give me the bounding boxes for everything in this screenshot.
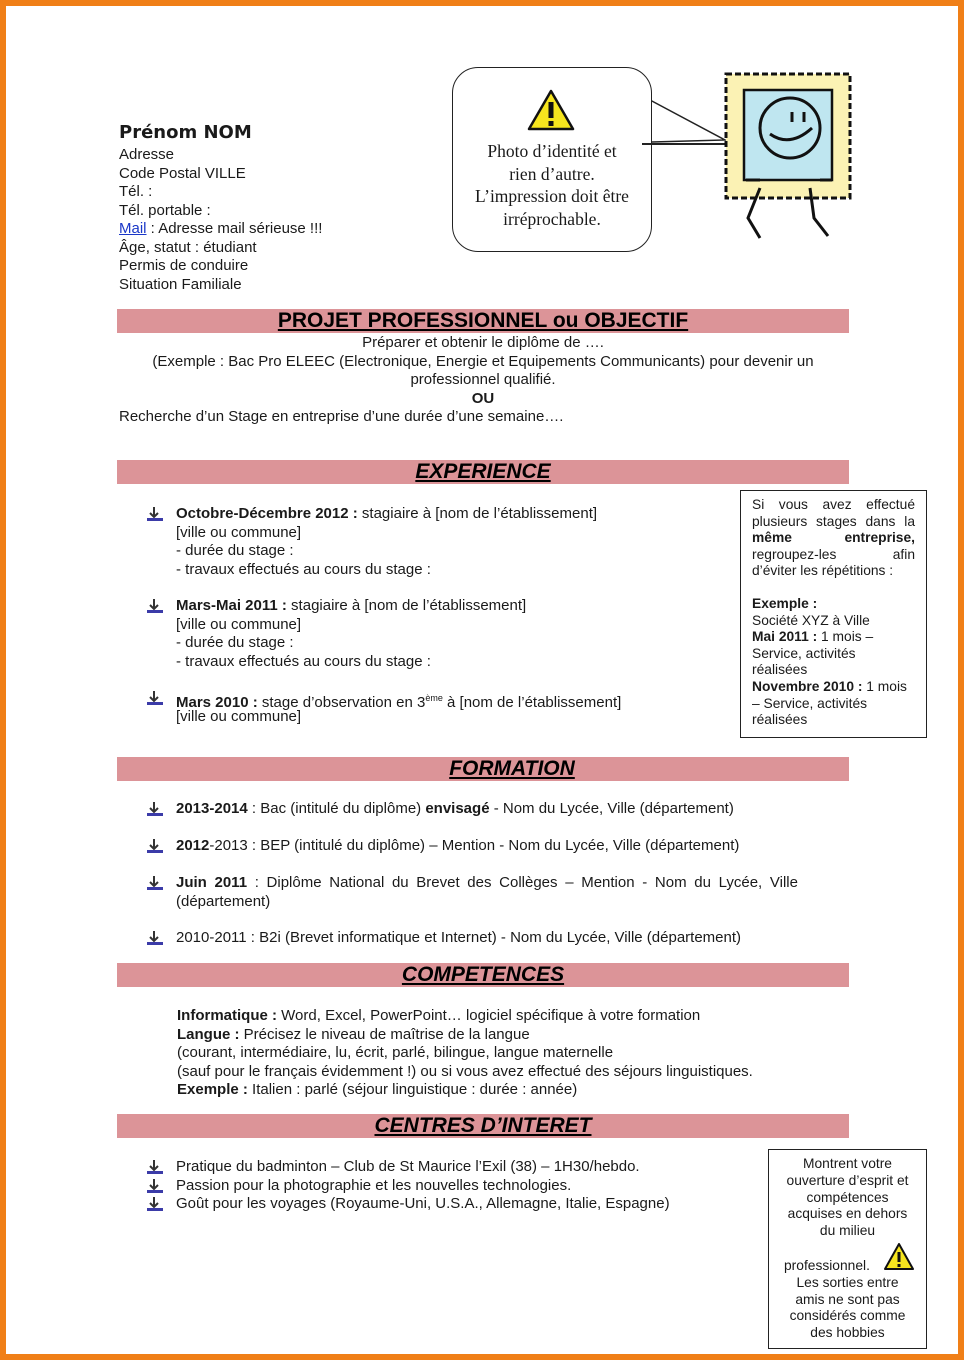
bubble-line: Photo d’identité et	[487, 141, 617, 161]
experience-tasks: - travaux effectués au cours du stage :	[176, 652, 431, 670]
bubble-line: irréprochable.	[503, 208, 601, 229]
section-band-competences	[117, 963, 849, 987]
competence-line: (sauf pour le français évidemment !) ou si vous avez effectué des séjours linguistiques.	[177, 1062, 753, 1080]
tip-line: réalisées	[752, 662, 808, 678]
bubble-line: L’impression doit être	[475, 186, 629, 206]
projet-or: OU	[471, 389, 495, 407]
competence-line	[177, 1026, 753, 1045]
tip-bold: entreprise,	[844, 530, 915, 546]
formation-desc: : Bac (intitulé du diplôme)	[247, 800, 426, 817]
section-band-projet	[117, 309, 849, 333]
tip-text: 1 mois –	[817, 629, 874, 645]
projet-line: professionnel qualifié.	[410, 371, 556, 388]
tip-text: professionnel.	[784, 1257, 870, 1273]
tip-line: d’éviter les répétitions :	[752, 563, 894, 579]
formation-desc: 2010-2011 : B2i (Brevet informatique et Internet) - Nom du Lycée, Ville (département)	[176, 929, 742, 946]
interest-text: Pratique du badminton – Club de St Maurice l’Exil (38) – 1H30/hebdo.	[176, 1158, 640, 1175]
tip-line: plusieurs stages dans la	[752, 513, 915, 529]
license-line: Permis de conduire	[119, 257, 249, 274]
bullet-arrow-icon	[146, 930, 164, 946]
competence-line: (courant, intermédiaire, lu, écrit, parlé, bilingue, langue maternelle	[177, 1044, 614, 1061]
tip-example-label: Exemple :	[752, 595, 818, 611]
competence-line	[177, 1007, 753, 1026]
tip-text: afin	[892, 546, 915, 562]
tip-bold: même	[752, 530, 792, 546]
section-title-formation: FORMATION	[449, 757, 575, 780]
bullet-arrow-icon	[146, 1159, 164, 1175]
bubble-text	[453, 140, 651, 230]
experience-city: [ville ou commune]	[176, 708, 302, 725]
competence-value: Italien : parlé (séjour linguistique : durée : année)	[247, 1081, 578, 1098]
tip-line: réalisées	[752, 712, 808, 728]
experience-tasks: - travaux effectués au cours du stage :	[176, 560, 431, 578]
competence-label: Exemple :	[177, 1081, 248, 1098]
bubble-tail-line	[642, 143, 726, 145]
tip-line: considérés comme	[789, 1308, 906, 1324]
bullet-arrow-icon	[146, 598, 164, 614]
tip-bold: Novembre 2010 :	[752, 678, 863, 694]
tip-line: ouverture d’esprit et	[786, 1172, 909, 1188]
experience-desc: stagiaire à [nom de l’établissement]	[357, 505, 598, 522]
projet-stage-line: Recherche d’un Stage en entreprise d’une durée d’une semaine….	[119, 408, 564, 425]
section-title-experience: EXPERIENCE	[415, 460, 551, 483]
experience-city: [ville ou commune]	[176, 615, 302, 633]
contact-block	[119, 122, 322, 294]
tip-line: Si vous avez effectué	[752, 497, 915, 512]
projet-line: Préparer et obtenir le diplôme de ….	[362, 334, 604, 351]
tip-line	[752, 629, 915, 646]
experience-desc: stagiaire à [nom de l’établissement]	[286, 597, 527, 614]
tip-line: Montrent votre	[803, 1156, 892, 1171]
tip-line: du milieu	[819, 1223, 876, 1239]
experience-date: Mars 2010 :	[176, 694, 258, 711]
competence-value: Word, Excel, PowerPoint… logiciel spécifique à votre formation	[277, 1007, 701, 1024]
experience-tip-box	[740, 490, 927, 738]
tip-line	[775, 1258, 920, 1275]
experience-city: [ville ou commune]	[176, 523, 302, 541]
tip-line: Service, activités	[752, 645, 856, 661]
mobile-line: Tél. portable :	[119, 201, 211, 219]
competences-text	[177, 1007, 753, 1100]
bullet-arrow-icon	[146, 506, 164, 522]
bullet-arrow-icon	[146, 801, 164, 817]
formation-desc: : Diplôme National du Brevet des Collèges – Mention - Nom du Lycée, Ville	[247, 874, 798, 891]
mail-line	[119, 220, 322, 239]
interest-text: Goût pour les voyages (Royaume-Uni, U.S.A., Allemagne, Italie, Espagne)	[176, 1195, 670, 1212]
postal-city-line: Code Postal VILLE	[119, 164, 246, 182]
projet-line: (Exemple : Bac Pro ELEEC (Electronique, Energie et Equipements Communicants) pour devenir un	[152, 352, 814, 370]
tip-line: acquises en dehors	[787, 1206, 908, 1222]
tip-bold: Mai 2011 :	[752, 629, 818, 645]
tip-line: des hobbies	[810, 1325, 885, 1341]
tip-line: amis ne sont pas	[795, 1291, 900, 1307]
formation-year: 2012	[176, 837, 210, 854]
section-band-experience	[117, 460, 849, 484]
tip-line: Société XYZ à Ville	[752, 612, 870, 628]
mail-link[interactable]: Mail	[119, 220, 147, 237]
warning-icon	[527, 88, 575, 132]
section-title-competences: COMPETENCES	[401, 963, 565, 986]
section-title-projet: PROJET PROFESSIONNEL ou OBJECTIF	[277, 309, 689, 332]
tip-line: – Service, activités	[752, 695, 868, 711]
section-title-interets: CENTRES D’INTERET	[374, 1114, 592, 1137]
experience-duration: - durée du stage :	[176, 634, 294, 651]
tip-line: Les sorties entre	[796, 1274, 899, 1290]
phone-line: Tél. :	[119, 183, 153, 200]
bubble-line: rien d’autre.	[509, 163, 595, 184]
tip-text: regroupez-les	[752, 546, 837, 562]
candidate-name: Prénom NOM	[119, 122, 252, 143]
formation-desc: (département)	[176, 892, 271, 910]
address-line: Adresse	[119, 146, 175, 163]
formation-bold: envisagé	[425, 800, 490, 817]
tip-line	[752, 547, 915, 564]
bullet-arrow-icon	[146, 875, 164, 891]
experience-sup: ème	[425, 693, 443, 703]
tip-line	[752, 530, 915, 547]
experience-date: Mars-Mai 2011 :	[176, 597, 287, 614]
formation-desc: - Nom du Lycée, Ville (département)	[489, 800, 734, 817]
bullet-arrow-icon	[146, 1196, 164, 1212]
age-line: Âge, statut : étudiant	[119, 238, 257, 256]
bullet-arrow-icon	[146, 838, 164, 854]
interest-text: Passion pour la photographie et les nouvelles technologies.	[176, 1176, 572, 1194]
warning-icon	[883, 1242, 915, 1271]
photo-speech-bubble	[452, 67, 652, 252]
competence-line	[177, 1081, 753, 1100]
competence-label: Langue :	[177, 1025, 240, 1043]
formation-year: 2013-2014	[176, 800, 248, 817]
family-line: Situation Familiale	[119, 275, 242, 293]
experience-desc2: à [nom de l’établissement]	[442, 694, 622, 711]
mail-text: : Adresse mail sérieuse !!!	[146, 220, 323, 237]
section-band-interets	[117, 1114, 849, 1138]
competence-label: Informatique :	[177, 1007, 277, 1024]
bullet-arrow-icon	[146, 1178, 164, 1194]
projet-text	[117, 334, 849, 408]
section-band-formation	[117, 757, 849, 781]
experience-duration: - durée du stage :	[176, 542, 294, 559]
experience-desc: stage d’observation en 3	[257, 694, 426, 711]
formation-desc: -2013 : BEP (intitulé du diplôme) – Mention - Nom du Lycée, Ville (département)	[209, 837, 740, 854]
smiley-photo-icon	[720, 68, 860, 248]
experience-date: Octobre-Décembre 2012 :	[176, 505, 358, 522]
tip-text: 1 mois	[862, 678, 907, 694]
tip-line: compétences	[806, 1189, 889, 1205]
interests-tip-box	[768, 1149, 927, 1349]
bullet-arrow-icon	[146, 690, 164, 706]
competence-value: Précisez le niveau de maîtrise de la langue	[239, 1025, 530, 1043]
tip-line	[752, 679, 915, 696]
formation-year: Juin 2011	[176, 874, 248, 891]
